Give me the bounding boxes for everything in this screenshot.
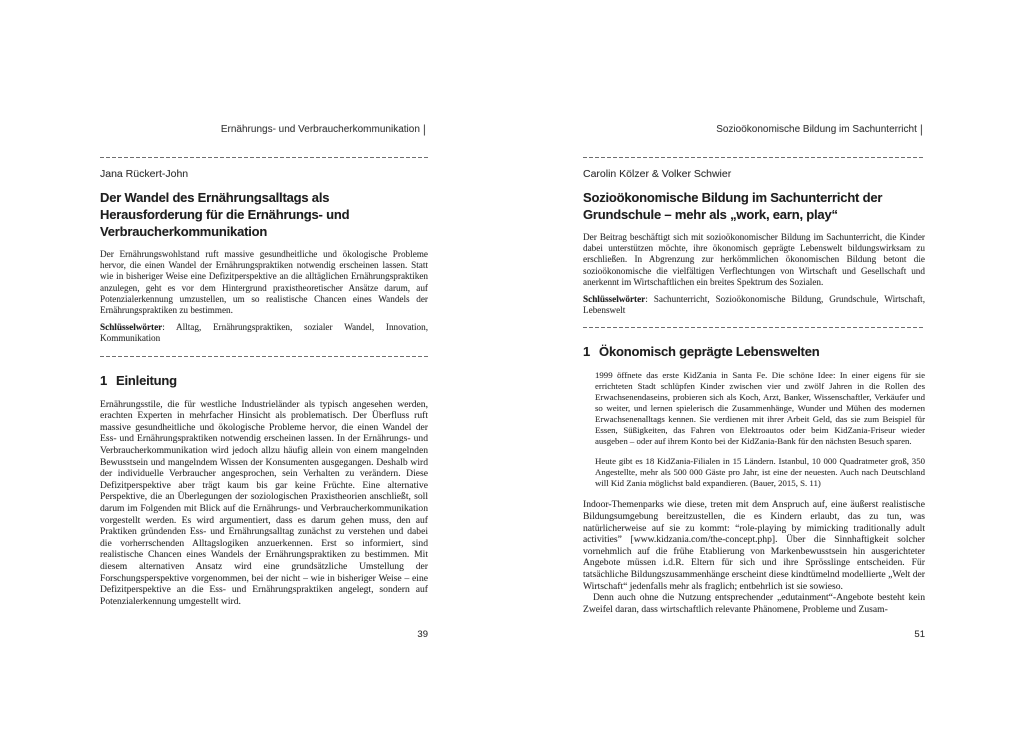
abstract-rule <box>100 356 428 357</box>
author-name: Jana Rückert-John <box>100 168 189 180</box>
running-head-text: Ernährungs- und Verbraucherkommunikation <box>220 124 420 135</box>
section-title: Einleitung <box>116 372 177 388</box>
author-name: Carolin Kölzer & Volker Schwier <box>583 168 732 180</box>
running-head-bar: | <box>422 122 426 136</box>
keywords-line <box>100 322 428 344</box>
page-number: 51 <box>914 629 925 640</box>
keywords-list: : Sachunterricht, Sozioökonomische Bildung, Grundschule, Wirtschaft, Lebenswelt <box>583 294 925 316</box>
article-title: Sozioökonomische Bildung im Sachunterricht der Grundschule – mehr als „work, earn, play“ <box>583 190 883 222</box>
running-head <box>583 122 925 136</box>
section-number: 1 <box>583 344 591 360</box>
section-number: 1 <box>100 372 108 388</box>
running-head <box>100 122 428 136</box>
keywords-label: Schlüsselwörter <box>100 322 163 333</box>
abstract-rule <box>583 327 925 328</box>
body-paragraph: Ernährungsstile, die für westliche Industrieländer als typisch angesehen werden, erachten Experten in mehrfacher Hinsicht als problematisch. Der Überfluss ruft massive gesundheitliche und ökologische Probleme hervor, die einen Wandel der Ess- und Ernährungspraktiken notwendig erscheinen lassen. In der Ernährungs- und Verbraucherkommunikation wird jedoch allzu häufig allein von einem mangelnden Bewusstsein und mangelndem Wissen der Konsumenten ausgegangen. Deshalb wird der individuelle Verbraucher angesprochen, sein Verhalten zu verändern. Diese Defizitperspektive aber trägt kaum bis gar keine Früchte. Eine alternative Perspektive, die an Überlegungen der soziologischen Praxistheorien anschließt, soll darum im Folgenden mit Blick auf die Ernährungs- und Verbraucherkommunikation vorgestellt werden. Es wird argumentiert, dass es darum gehen muss, den auf Praktiken gründenden Ess- und Ernährungsalltag zunächst zu verstehen und dabei die vorherrschenden Alltagslogiken anzuerkennen. Erst so informiert, sind realistische Chancen eines Wandels der Ernährungspraktiken zu bestimmen. Mit diesem alternativen Ansatz wird eine grundsätzliche Umstellung der Forschungsperspektive vorgenommen, bei der nicht – wie in bisheriger Weise – eine Defizitperspektive an die Ess- und Ernährungspraktiken angelegt, sondern auf Potenzialerkennung umgestellt wird. <box>100 398 428 607</box>
page-number: 39 <box>417 629 428 640</box>
abstract-text: Der Beitrag beschäftigt sich mit sozioökonomischer Bildung im Sachunterricht, die Kinder dabei unterstützen möchte, ihre ökonomisch geprägte Lebenswelt bildungswirksam zu erschließen. In Abgrenzung zur herkömmlichen ökonomischen Bildung betont die sozioökonomische die vielfältigen Verflechtungen von Wirtschaft und Gesellschaft und anerkennt im Wirtschaftlichen ein breites Spektrum des Sozialen. <box>583 232 925 287</box>
body-paragraph: Denn auch ohne die Nutzung entsprechender „edutainment“-Angebote besteht kein Zweifel daran, dass wirtschaftlich relevante Phänomene, Probleme und Zusam- <box>583 592 925 615</box>
block-quote-paragraph: 1999 öffnete das erste KidZania in Santa Fe. Die schöne Idee: In einer eigens für sie errichteten Stadt schlüpfen Kinder zwischen vier und zwölf Jahren in die Rollen des Erwachsenendaseins, probieren sich als Koch, Arzt, Banker, Wissenschaftler, Verkäufer und so weiter, und lernen spielerisch die Zusammenhänge, Wunder und Mühen des modernen Erwachsenenalltags kennen. Sie verdienen mit ihrer Arbeit Geld, das sie zum Beispiel für Essen, Süßigkeiten, das Fahren von Elektroautos oder beim KidZania-Friseur wieder ausgeben – oder auf ihrem Konto bei der KidZania-Bank für den nächsten Besuch sparen. <box>595 370 925 447</box>
abstract-text: Der Ernährungswohlstand ruft massive gesundheitliche und ökologische Probleme hervor, die einen Wandel der Ernährungspraktiken notwendig erscheinen lassen. Statt wie in bisheriger Weise eine Defizitperspektive an die alltäglichen Ernährungspraktiken anzulegen, geht es vor dem Hintergrund praxistheoretischer Ansätze darum, auf Potenzialerkennung umzustellen, um so realistische Chancen eines Wandels der Ernährungspraktiken zu bestimmen. <box>100 249 428 316</box>
header-rule <box>583 157 925 158</box>
running-head-text: Sozioökonomische Bildung im Sachunterricht <box>716 124 917 135</box>
section-title: Ökonomisch geprägte Lebenswelten <box>599 344 820 360</box>
section-heading <box>100 373 428 389</box>
keywords-label: Schlüsselwörter <box>583 294 646 305</box>
keywords-line <box>583 294 925 316</box>
block-quote-paragraph: Heute gibt es 18 KidZania-Filialen in 15 Ländern. Istanbul, 10 000 Quadratmeter groß, 350 Angestellte, mehr als 500 000 Gäste pro Jahr, ist eine der neuesten. Auch nach Deutschland will Kid Zania möglichst bald expandieren. (Bauer, 2015, S. 11) <box>595 456 925 489</box>
running-head-bar: | <box>919 122 923 136</box>
article-title: Der Wandel des Ernährungsalltags als Herausforderung für die Ernährungs- und Verbraucherkommunikation <box>100 190 350 239</box>
section-heading <box>583 344 925 360</box>
body-paragraph: Indoor-Themenparks wie diese, treten mit dem Anspruch auf, eine äußerst realistische Bildungsumgebung bereitzustellen, die es Kindern erlaubt, das zu tun, was natürlicherweise auf sie zu kommt: “role-playing by mimicking traditionally adult activities” [www.kidzania.com/the-concept.php]. Über die Sinnhaftigkeit solcher vornehmlich auf die frühe Etablierung von Markenbewusstsein hin ausgerichteter Angebote müssen i.d.R. Eltern für sich und ihre Sprösslinge entscheiden. Für tatsächliche Bildungszusammenhänge erscheint diese kindtümelnd modellierte „Welt der Wirtschaft“ jedenfalls mehr als fraglich; entbehrlich ist sie sowieso. <box>583 499 925 592</box>
keywords-list: : Alltag, Ernährungspraktiken, sozialer Wandel, Innovation, Kommunikation <box>100 322 428 344</box>
left-article-page <box>100 122 428 640</box>
right-article-page <box>583 122 925 640</box>
header-rule <box>100 157 428 158</box>
